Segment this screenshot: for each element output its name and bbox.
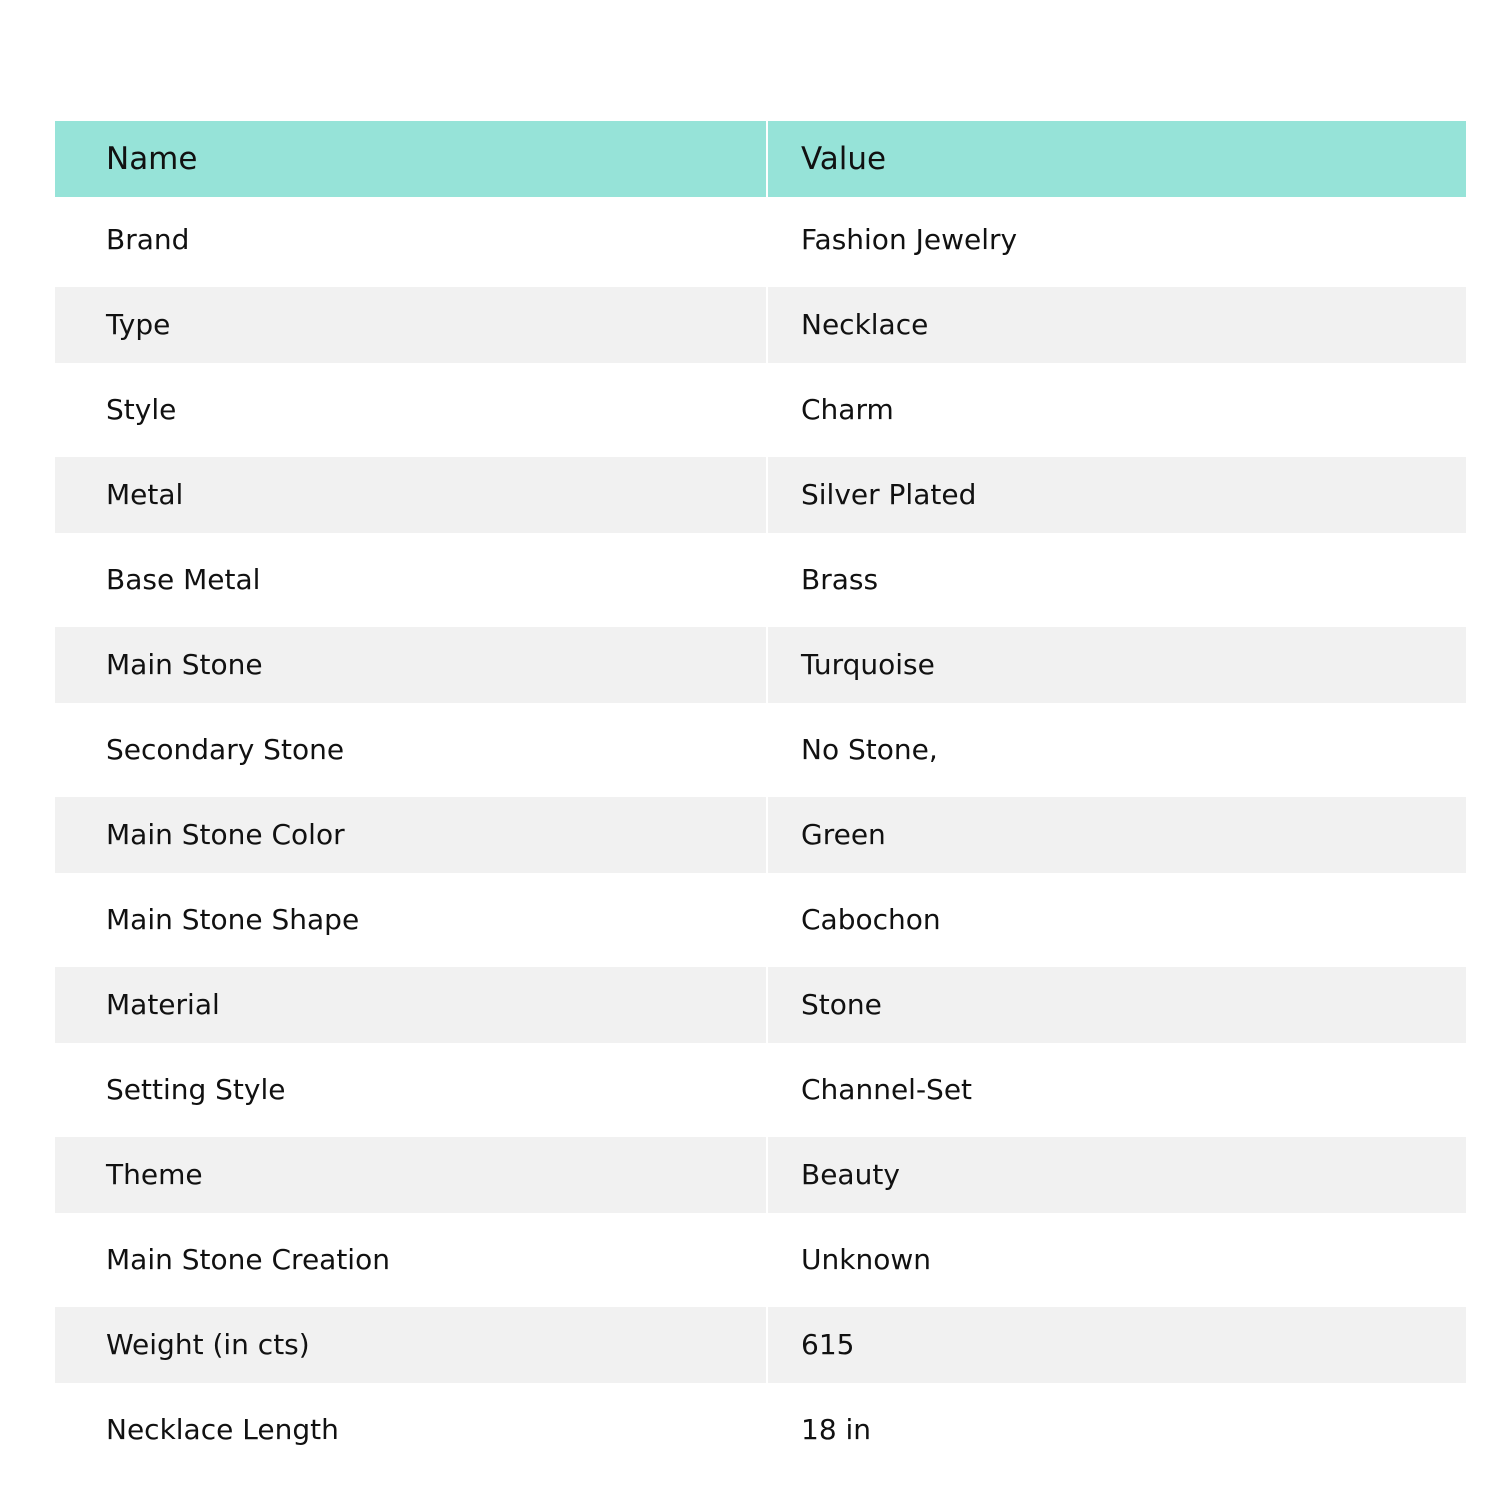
row-name: Main Stone Color: [55, 797, 766, 873]
row-name: Material: [55, 967, 766, 1043]
row-value: Charm: [801, 393, 894, 426]
table-row: [55, 367, 1466, 452]
row-value: Green: [768, 797, 1466, 873]
row-name: Necklace Length: [106, 1413, 339, 1446]
product-spec-table: [55, 121, 1466, 1472]
row-name: Main Stone Shape: [106, 903, 360, 936]
table-row: [55, 877, 1466, 962]
row-value: Beauty: [768, 1137, 1466, 1213]
row-value: Cabochon: [801, 903, 941, 936]
row-value: 615: [768, 1307, 1466, 1383]
row-name: Base Metal: [106, 563, 261, 596]
row-name: Weight (in cts): [55, 1307, 766, 1383]
row-value: Fashion Jewelry: [801, 223, 1018, 256]
row-value: Brass: [801, 563, 879, 596]
table-row: [55, 792, 1466, 877]
row-name: Theme: [55, 1137, 766, 1213]
table-row: [55, 707, 1466, 792]
row-value: Silver Plated: [768, 457, 1466, 533]
table-row: [55, 1217, 1466, 1302]
table-row: [55, 452, 1466, 537]
row-name: Brand: [106, 223, 190, 256]
table-row: [55, 197, 1466, 282]
table-row: [55, 1047, 1466, 1132]
table-row: [55, 1387, 1466, 1472]
row-value: Unknown: [801, 1243, 931, 1276]
table-row: [55, 962, 1466, 1047]
row-name: Secondary Stone: [106, 733, 345, 766]
row-name: Type: [55, 287, 766, 363]
table-row: [55, 1132, 1466, 1217]
table-row: [55, 1302, 1466, 1387]
row-value: Channel-Set: [801, 1073, 973, 1106]
row-name: Style: [106, 393, 177, 426]
row-value: Necklace: [768, 287, 1466, 363]
header-value: Value: [768, 121, 1466, 197]
table-row: [55, 622, 1466, 707]
row-name: Metal: [55, 457, 766, 533]
table-row: [55, 537, 1466, 622]
table-row: [55, 282, 1466, 367]
row-value: No Stone,: [801, 733, 938, 766]
row-name: Setting Style: [106, 1073, 286, 1106]
table-header-row: [55, 121, 1466, 197]
row-name: Main Stone: [55, 627, 766, 703]
header-name: Name: [55, 121, 766, 197]
row-value: Stone: [768, 967, 1466, 1043]
row-name: Main Stone Creation: [106, 1243, 390, 1276]
row-value: Turquoise: [768, 627, 1466, 703]
row-value: 18 in: [801, 1413, 872, 1446]
